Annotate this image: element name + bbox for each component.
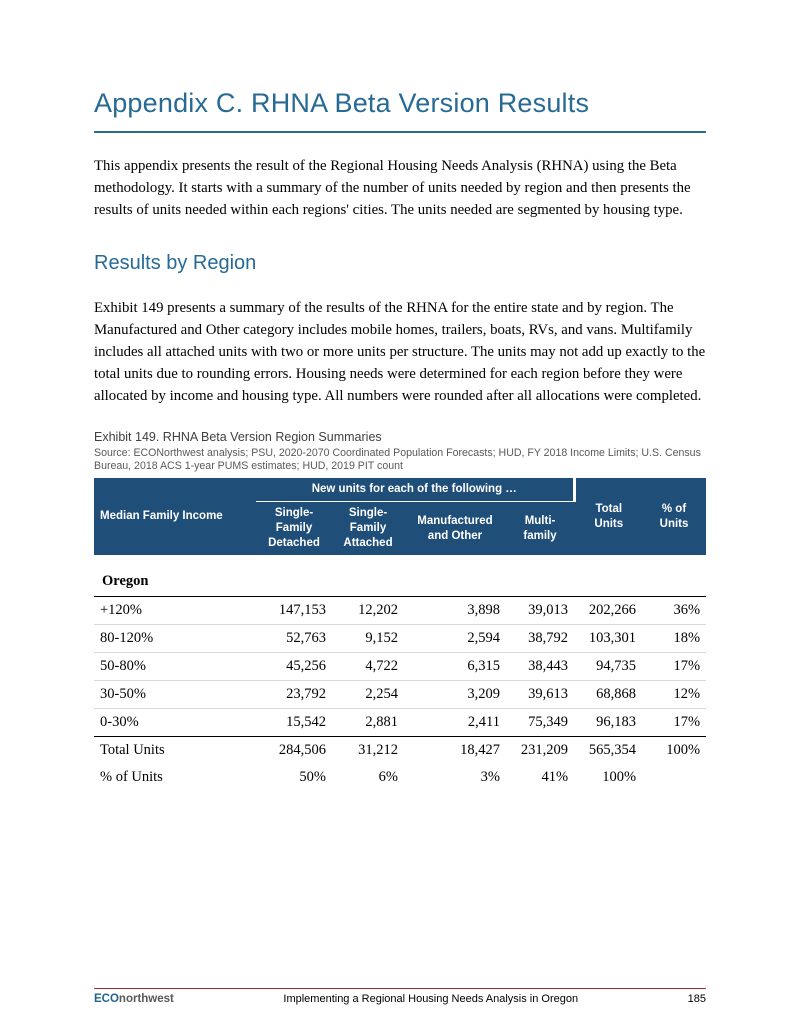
page-title: Appendix C. RHNA Beta Version Results [94,88,706,133]
cell-value: 15,542 [256,709,332,737]
row-label: 80-120% [94,625,256,653]
cell-value: 38,792 [506,625,574,653]
cell-value: 2,881 [332,709,404,737]
table-row [94,737,706,765]
cell-value: 75,349 [506,709,574,737]
cell-value: 100% [666,742,701,759]
exhibit-caption: Exhibit 149. RHNA Beta Version Region Summaries [94,429,382,444]
table-row [94,653,706,681]
rhna-summary-table [94,478,706,791]
cell-value: 3% [480,769,500,786]
page-footer [94,988,706,1005]
exhibit-source-note: Source: ECONorthwest analysis; PSU, 2020-2070 Coordinated Population Forecasts; HUD, FY 2018 Income Limits; U.S. Census Bureau, 2018 ACS 1-year PUMS estimates; HUD, 2019 PIT count [94,446,701,473]
col-header-single-family-detached: Single-Family Detached [256,502,332,555]
section-heading: Results by Region [94,251,257,274]
cell-value: 18% [642,625,706,653]
table-row [94,681,706,709]
table-row [94,625,706,653]
cell-value: 231,209 [520,742,569,759]
region-group-row [94,555,706,597]
cell-value: 17% [642,653,706,681]
cell-value: 6% [378,769,398,786]
row-label: 0-30% [94,709,256,737]
row-label: 30-50% [94,681,256,709]
cell-value: 565,354 [588,742,637,759]
cell-value: 38,443 [506,653,574,681]
table-row [94,597,706,625]
cell-value: 3,209 [404,681,506,709]
cell-value: 9,152 [332,625,404,653]
cell-value: 17% [642,709,706,737]
col-header-multifamily: Multi-family [506,502,574,555]
col-header-pct-units: % of Units [642,478,706,555]
cell-value: 2,254 [332,681,404,709]
econorthwest-logo [94,993,174,1005]
col-header-total-units: Total Units [574,478,642,555]
cell-value: 52,763 [256,625,332,653]
cell-value: 2,411 [404,709,506,737]
cell-value: 100% [602,769,637,786]
cell-value: 39,613 [506,681,574,709]
cell-value [642,764,706,791]
cell-value: 18,427 [460,742,500,759]
footer-report-title: Implementing a Regional Housing Needs Analysis in Oregon [283,993,579,1005]
row-label: % of Units [100,769,163,786]
cell-value: 23,792 [256,681,332,709]
cell-value: 45,256 [256,653,332,681]
span-header-new-units: New units for each of the following … [256,478,574,501]
row-label: Total Units [100,742,165,759]
table-row [94,709,706,737]
row-label: +120% [94,597,256,625]
cell-value: 68,868 [574,681,642,709]
cell-value: 147,153 [256,597,332,625]
cell-value: 12,202 [332,597,404,625]
cell-value: 2,594 [404,625,506,653]
cell-value: 50% [299,769,326,786]
page-number: 185 [687,993,706,1005]
row-label: 50-80% [94,653,256,681]
table-row [94,764,706,791]
cell-value: 103,301 [574,625,642,653]
col-header-manufactured-other: Manufactured and Other [404,502,506,555]
logo-eco-text: ECO [94,993,119,1005]
intro-paragraph: This appendix presents the result of the Regional Housing Needs Analysis (RHNA) using the Beta methodology. It starts with a summary of the number of units needed by region and then presents the results of units needed within each regions' cities. The units needed are segmented by housing type. [94,158,691,219]
cell-value: 31,212 [358,742,398,759]
cell-value: 4,722 [332,653,404,681]
table-body [94,555,706,791]
logo-northwest-text: northwest [118,993,174,1005]
cell-value: 39,013 [506,597,574,625]
cell-value: 6,315 [404,653,506,681]
cell-value: 36% [642,597,706,625]
cell-value: 284,506 [278,742,326,759]
region-group-label: Oregon [94,555,706,597]
cell-value: 94,735 [574,653,642,681]
cell-value: 96,183 [574,709,642,737]
cell-value: 3,898 [404,597,506,625]
cell-value: 41% [541,769,569,786]
table-header [94,478,706,555]
col-header-median-family-income: Median Family Income [94,478,256,555]
col-header-single-family-attached: Single-Family Attached [332,502,404,555]
cell-value: 202,266 [574,597,642,625]
section-paragraph: Exhibit 149 presents a summary of the results of the RHNA for the entire state and by region. The Manufactured and Other category includes mobile homes, trailers, boats, RVs, and vans. Multifamily includes all attached units with two or more units per structure. The units may not add up exactly to the total units due to rounding errors. Housing needs were determined for each region before they were allocated by income and housing type. All numbers were rounded after all allocations were completed. [94,299,706,405]
cell-value: 12% [642,681,706,709]
